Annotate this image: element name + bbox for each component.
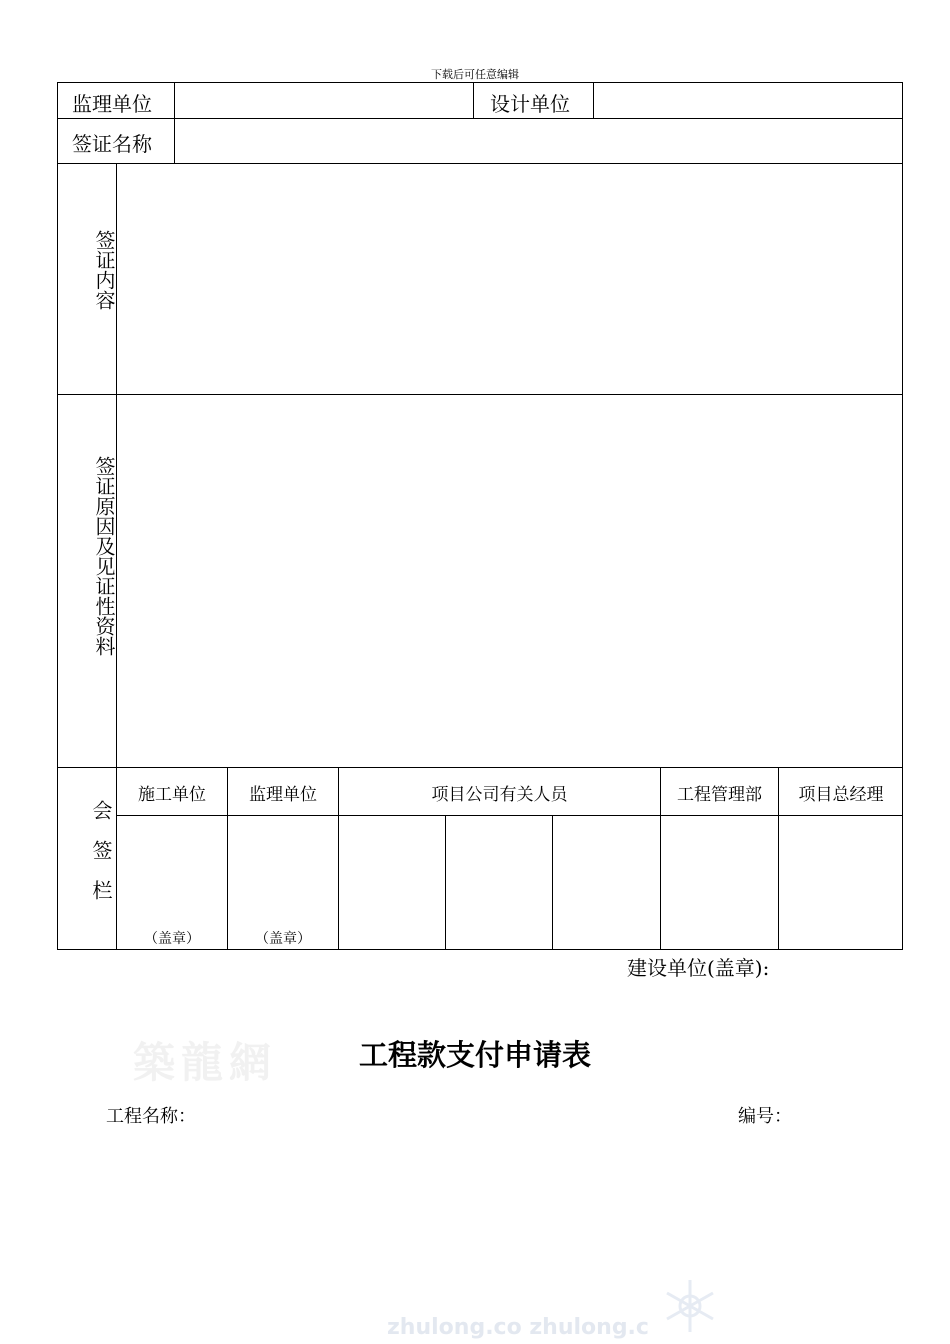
col-header-project-gm: 项目总经理 xyxy=(798,785,884,805)
watermark-logo: 築龍網 xyxy=(133,1038,278,1087)
project-name-label: 工程名称： xyxy=(106,1106,196,1127)
stamp-note-construction: （盖章） xyxy=(144,931,200,947)
visa-form-table xyxy=(57,82,903,950)
col-divider xyxy=(445,815,446,950)
col-header-engineering-dept: 工程管理部 xyxy=(677,785,762,805)
visa-name-field[interactable] xyxy=(175,119,903,163)
col-header-supervisor-unit: 监理单位 xyxy=(249,785,317,805)
visa-reason-label: 签证原因及见证性资料 xyxy=(92,456,116,656)
supervisor-unit-field[interactable] xyxy=(175,83,473,118)
col-divider xyxy=(552,815,553,950)
design-unit-label: 设计单位 xyxy=(490,92,570,116)
client-stamp-label: 建设单位(盖章): xyxy=(627,956,770,980)
header-note: 下载后可任意编辑 xyxy=(431,68,519,81)
stamp-note-supervisor: （盖章） xyxy=(255,931,311,947)
code-number-label: 编号： xyxy=(738,1106,792,1127)
watermark-text: zhulong.co zhulong.c xyxy=(387,1315,649,1340)
visa-content-field[interactable] xyxy=(117,164,903,394)
visa-content-label: 签证内容 xyxy=(92,230,116,310)
col-header-construction-unit: 施工单位 xyxy=(138,785,206,805)
row-divider xyxy=(116,815,903,816)
col-divider xyxy=(473,83,474,118)
visa-name-label: 签证名称 xyxy=(72,132,152,156)
visa-reason-field[interactable] xyxy=(117,395,903,767)
design-unit-field[interactable] xyxy=(594,83,903,118)
col-header-project-company: 项目公司有关人员 xyxy=(431,785,568,805)
payment-form-title: 工程款支付申请表 xyxy=(358,1038,591,1072)
row-divider xyxy=(58,767,903,768)
countersign-label: 会签栏 xyxy=(89,800,113,920)
supervisor-unit-label: 监理单位 xyxy=(72,92,152,116)
snowflake-watermark-icon xyxy=(660,1276,720,1336)
